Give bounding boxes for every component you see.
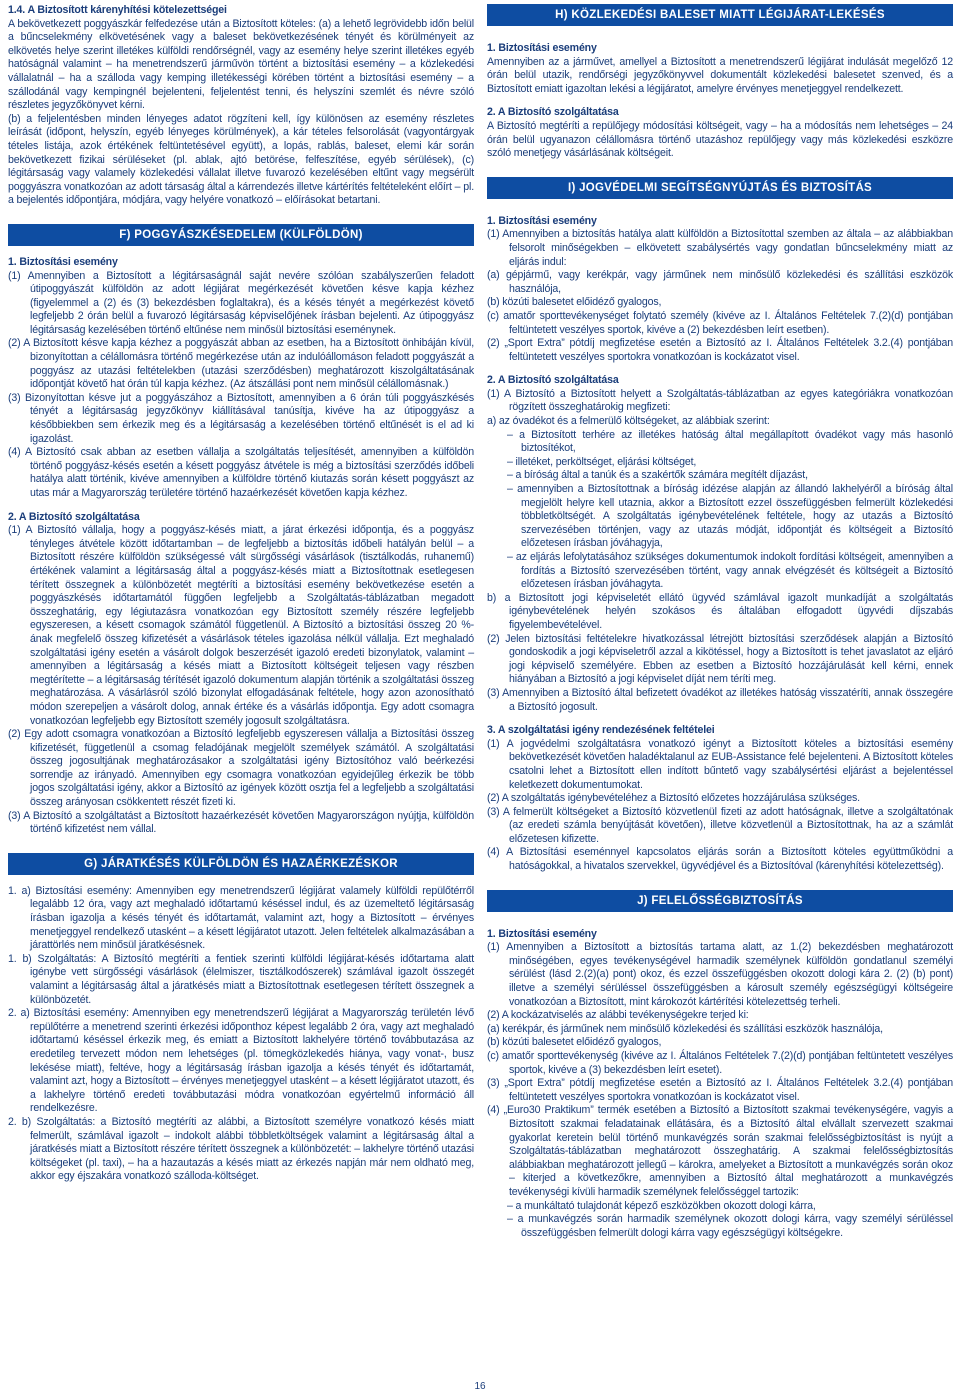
paragraph: (2) A Biztosított késve kapja kézhez a poggyászát abban az esetben, ha a Biztosított önhibáján kívül, bizonyítottan a célállomásra történő megérkezése után az indulóállomáson feladott poggyászát a poggyász az utazási feltételekben (utazási szerződésben) meghatározott kiszolgáltatásának időpontját követő hat órán túl kapja kézhez. (Az átszállási pont nem minősül célállomásnak.) xyxy=(8,337,474,391)
paragraph: (3) Bizonyítottan késve jut a poggyászához a Biztosított, amennyiben a 6 órán túli poggyászkésés tényét a légitársaság jegyzőkönyv kiállításával tanúsítja, kivéve ha az útipoggyász a későbbiekben sem érkezik meg és a légitársaság a kezelésében történő eltűnését is el ad ki igazolást. xyxy=(8,391,474,445)
list-item: – illetéket, perköltséget, eljárási költséget, xyxy=(507,455,697,468)
paragraph: b) a Biztosított jogi képviseletét ellátó ügyvéd számlával igazolt munkadíját a szolgáltatás igénybevételének helyén szokásos és általában elfogadott ügyvédi díjszabás figyelembevételével. xyxy=(487,591,953,631)
subsection-title: 2. A Biztosító szolgáltatása xyxy=(487,106,619,119)
spacer xyxy=(487,96,953,106)
spacer xyxy=(487,714,953,724)
paragraph: (3) „Sport Extra” pótdíj megfizetése esetén a Biztosító az I. Általános Feltételek 3.2.(4) pontjában feltüntetett veszélyes sportokra vonatkozóan is kockázatot visel. xyxy=(487,1077,953,1103)
left-column xyxy=(8,4,474,1184)
paragraph: (c) amatőr sporttevékenységet folytató személy (kivéve az I. Általános Feltételek 7.(2)(d) pontjában feltüntetett veszélyes sportok, kivéve a (2) bekezdésben leírt esetben). xyxy=(487,309,953,336)
section-heading: J) FELELŐSSÉGBIZTOSÍTÁS xyxy=(487,890,953,912)
paragraph: (c) amatőr sporttevékenység (kivéve az I. Általános Feltételek 7.(2)(d) pontjában feltüntetett veszélyes sportok, kivéve a (3) bekezdésben leírt esetet). xyxy=(487,1050,953,1076)
list-item: – a munkavégzés során harmadik személynek okozott dologi kárra, vagy személyi sérüléssel összefüggésben felmerült dologi kárra vagy egészségügyi költségekre. xyxy=(507,1213,953,1239)
subsection-title: 3. A szolgáltatási igény rendezésének feltételei xyxy=(487,724,715,737)
subsection-title: 1. Biztosítási esemény xyxy=(8,255,118,268)
right-column xyxy=(487,4,953,1240)
paragraph: (2) Egy adott csomagra vonatkozóan a Biztosító legfeljebb egyszeresen vállalja a Biztosítási összeg kifizetését, függetlenül a csomag feladójának megjelölt személyek számától. A szolgáltatási összeg jogosultjának meghatározásakor a szolgáltatási igény Biztosítóhoz való beérkezési sorrendje az irányadó. Amennyiben egy csomagra vonatkozóan egyidejűleg érkezik be több jogos szolgáltatási igény, akkor a Biztosító az igények között osztja fel a legfeljebb a szolgáltatási összeg arányosan csökkentett részét fizeti ki. xyxy=(8,728,474,809)
spacer xyxy=(487,912,953,928)
paragraph: (1) A Biztosító a Biztosított helyett a Szolgáltatás-táblázatban az egyes kategóriákra vonatkozóan rögzített összeghatárokig megfizeti: xyxy=(487,387,953,414)
paragraph: (b) közúti balesetet előidéző gyalogos, xyxy=(487,296,662,309)
subsection-title: 1.4. A Biztosított kárenyhítési kötelezettségei xyxy=(8,4,227,16)
section-heading: I) JOGVÉDELMI SEGÍTSÉGNYÚJTÁS ÉS BIZTOSÍTÁS xyxy=(487,177,953,199)
paragraph: Amennyiben az a járművet, amellyel a Biztosított a menetrendszerű légijárat indulását megelőző 12 órán belül utazik, rendőrségi jegyzőkönyvvel dokumentált közlekedési balesetet szenved, és a Biztosított emiatt igazoltan lekési a légijáratot, amelyre érvényes menetjeggyel rendelkezett. xyxy=(487,55,953,95)
paragraph: (b) a feljelentésben minden lényeges adatot rögzíteni kell, így különösen az esemény részletes leírását (időpont, helyszín, egyéb lényeges körülmények), a kár tételes felsorolását (vagyontárgyak tételes listája, azok értékének feltüntetésével együtt), a lopás, rablás, baleset, elemi kár során bekövetkezett fizikai sérüléseket (pl. ablak, ajtó betörése, felfeszítése, egyéb sérülések), (c) légitársaság vagy valamely közlekedési vállalat illetve fuvarozó kezelésében eltűnt vagy megsérült poggyászra vonatkozóan az adott társaság által a kárrendezés illetve kártérítés feltételeként előírt – pl. a bejelentés időpontjára, módjára, vagy helyére vonatkozó – előírásokat betartani. xyxy=(8,112,474,207)
paragraph: 1. a) Biztosítási esemény: Amennyiben egy menetrendszerű légijárat valamely külföldi repülőtérről legalább 12 óra, vagy azt meghaladó időtartamú késéssel indul, és az üzemeltető légitársaság írásban igazolja a késés tényét és időtartamát, valamint azt, hogy a Biztosított – érvényes menetjeggyel rendelkező utasként – a késett légijáratot utazott. Jelen feltételek alkalmazásában a járattörlés nem minősül járatkésésnek. xyxy=(8,884,474,952)
spacer xyxy=(487,161,953,177)
list-item: – a Biztosított terhére az illetékes hatóság által megállapított óvadékot vagy más hasonló biztosítékot, xyxy=(507,428,953,455)
spacer xyxy=(487,199,953,215)
paragraph: (4) A Biztosító csak abban az esetben vállalja a szolgáltatás teljesítését, amennyiben a külföldön történő poggyász-késés esetén a késett poggyász átvétele is még a biztosítási szerződés időbeli hatálya alatt történik, kivéve amennyiben a külföldre történő kiutazás során késett poggyászt az utas már a Magyarország területére történő hazaérkezését követően kapja kézhez. xyxy=(8,446,474,499)
spacer xyxy=(487,26,953,42)
spacer xyxy=(487,364,953,374)
paragraph: 2. a) Biztosítási esemény: Amennyiben egy menetrendszerű légijárat a Magyarország területén lévő repülőtérre a menetrend szerinti érkezési időponthoz képest legalább 2 óra, vagy azt meghaladó időtartamú késéssel érkezik meg, és emiatt a Biztosított lakhelyére történő továbbutazása az eredetileg tervezett módon nem lehetséges (pl. tömegközlekedés hiánya, vagy vonat-, busz lekésése miatt), feltéve, hogy a légitársaság írásban igazolja a késés tényét és időtartamát, valamint azt, hogy a Biztosított – érvényes menetjeggyel utasként – a késett légijáratot utazott, és a lakhelyre történő eredeti továbbutazási módra vonatkozóan egyértelmű információ áll rendelkezésre. xyxy=(8,1007,474,1115)
paragraph: (3) A Biztosító a szolgáltatást a Biztosított hazaérkezését követően Magyarországon nyújtja, külföldön történő kifizetést nem vállal. xyxy=(8,809,474,836)
paragraph: (2) „Sport Extra” pótdíj megfizetése esetén a Biztosító az I. Általános Feltételek 3.2.(4) pontjában feltüntetett veszélyes sportokra vonatkozóan is kockázatot visel. xyxy=(487,337,953,363)
section-heading: H) KÖZLEKEDÉSI BALESET MIATT LÉGIJÁRAT-LEKÉSÉS xyxy=(487,4,953,26)
section-heading: F) POGGYÁSZKÉSEDELEM (KÜLFÖLDÖN) xyxy=(8,224,474,246)
paragraph: (1) Amennyiben a biztosítás hatálya alatt külföldön a Biztosítottal szemben az általa – az alábbiakban felsorolt minőségekben – elkövetett szabálysértés vagy gondatlan bűncselekmény miatt az eljárás indul: xyxy=(487,228,953,268)
paragraph: (1) A Biztosító vállalja, hogy a poggyász-késés miatt, a járat érkezési időpontja, és a poggyász tényleges átvétele között időtartamban – de legfeljebb a biztosítás időbeli hatályán belül – a Biztosított részére külföldön szükségessé vált sürgősségi vásárlások (tisztálkodás, ruhanemű) értékének valamint a légitársaság által a poggyász-késés miatt a Biztosítottnak esetlegesen térített összegnek a különbözetét megtéríti a biztosítási esemény bekövetkezése esetén a poggyászkésés időtartamától függően legfeljebb a Szolgáltatás-táblázatban megadott összeghatárig, egy légiutazásra vonatkozóan egy Biztosított személy részére legfeljebb egyszeresen, a késett csomagok számától függetlenül. A Biztosító a biztosítási összeg 20 %-ának megfelelő összeg kifizetését a vásárlások tételes igazolása nélkül vállalja. Ezt meghaladó szolgáltatási igény esetén a vásárolt dolgok beszerzését igazoló eredeti bizonylatok, valamint – amennyiben a légitársaság a késés miatt a Biztosított költségeit teljesen vagy részben megtérítette – a légitársaság térítését igazoló dokumentum alapján történik a szolgáltatási összeg meghatározása. A vásárlásról szóló bizonylat elfogadásának feltétele, hogy azon azonosítható módon szerepeljen a vásárolt dolog, annak értéke és a vásárlás időpontja. Egy adott csomagra vonatkozóan legfeljebb egy Biztosított személy jogosult szolgáltatásra. xyxy=(8,524,474,727)
list-item: – a bíróság által a tanúk és a szakértők számára megítélt díjazást, xyxy=(507,469,808,482)
paragraph: a) az óvadékot és a felmerülő költségeket, az alábbiak szerint: xyxy=(487,415,770,428)
spacer xyxy=(8,875,474,885)
paragraph: A Biztosító megtéríti a repülőjegy módosítási költségeit, vagy – ha a módosítás nem lehetséges – 24 órán belül ugyanazon célállomásra történő utazáshoz repülőjegy vagy más közlekedési eszközre szóló menetjegy vásárlásának költségeit. xyxy=(487,119,953,160)
spacer xyxy=(8,246,474,256)
paragraph: (b) közúti balesetet előidéző gyalogos, xyxy=(487,1036,662,1049)
spacer xyxy=(487,874,953,890)
paragraph: (1) A jogvédelmi szolgáltatásra vonatkozó igényt a Biztosított köteles a biztosítási esemény bekövetkezését követően haladéktalanul az EUB-Assistance felé bejelenteni. A Biztosított köteles csatolni lehet a Biztosított ellen indított bűntető vagy szabálysértési eljárást a bejelentéssel keletkezett dokumentumokat. xyxy=(487,737,953,791)
section-heading: G) JÁRATKÉSÉS KÜLFÖLDÖN ÉS HAZAÉRKEZÉSKOR xyxy=(8,853,474,875)
spacer xyxy=(8,208,474,224)
paragraph: (3) Amennyiben a Biztosító által befizetett óvadékot az illetékes hatóság visszatéríti, annak összegére a Biztosító jogosult. xyxy=(487,686,953,713)
subsection-title: 1. Biztosítási esemény xyxy=(487,214,597,227)
spacer xyxy=(8,501,474,511)
list-item: – amennyiben a Biztosítottnak a bíróság idézése alapján az állandó lakhelyéről a bíróság által megjelölt helyre kell utaznia, akkor a Biztosított ezzel összefüggésben felmerült közlekedési többletköltségét. A szolgáltatás igénybevételének feltétele, hogy az utazás a Biztosító szervezésében történjen, vagy az utazás módját, időpontját és költségeit a Biztosító előzetesen írásban jóváhagyja, xyxy=(507,483,953,550)
paragraph: 2. b) Szolgáltatás: a Biztosító megtéríti az alábbi, a Biztosított személyre vonatkozó késés miatt felmerült, számlával igazolt – indokolt alábbi többletköltségek valamint a légitársaság által a járatkésés miatt a Biztosított részére térített összegnek a különbözetét: – lakhelyre történő utazási költségeket (pl. taxi), – ha a hazautazás a késés miatt az érkezés napján már nem oldható meg, akkor egy éjszakára vonatkozó szálloda-költséget. xyxy=(8,1115,474,1183)
paragraph: (2) A szolgáltatás igénybevételéhez a Biztosító előzetes hozzájárulása szükséges. xyxy=(487,792,860,805)
page-number: 16 xyxy=(474,1381,486,1392)
paragraph: (2) A kockázatviselés az alábbi tevékenységekre terjed ki: xyxy=(487,1009,749,1022)
paragraph: (3) A felmerült költségeket a Biztosító közvetlenül fizeti az adott hatóságnak, illetve a szolgáltatónak (az eredeti számla benyújtását követően), illetve közvetlenül a Biztosítottnak, ha az a számlát előzetesen kifizette. xyxy=(487,805,953,845)
paragraph: (a) gépjármű, vagy kerékpár, vagy járműnek nem minősülő közlekedési és szállítási eszközök használója, xyxy=(487,269,953,295)
paragraph: (1) Amennyiben a Biztosított a légitársaságnál saját nevére szólóan szabályszerűen feladott útipoggyászát külföldön az adott légijárat megérkezését követően késve kapja kézhez (figyelemmel a (2) és (3) bekezdésben foglaltakra), és a késés tényét a megérkezést követő legfeljebb 2 órán belül a fuvarozó légitársaság képviselőjének írásban bejelenti. Az útipoggyász légitársaság kezelésében történő eltűnése nem minősül biztosítási eseménynek. xyxy=(8,269,474,336)
paragraph: (1) Amennyiben a Biztosított a biztosítás tartama alatt, az 1.(2) bekezdésben meghatározott minőségében, egyes tevékenységével harmadik személynek külföldön gondatlanul személyi sérülést (lásd 2.(2)(a) pont) okoz, és ezzel összefüggésben okozott dologi kára 2. (2) (b) pont) illetve a személyi sérüléssel összefüggésben a károsult személy egészségügyi költségeire vonatkozóan a Biztosított, mint károkozót kártérítési kötelezettség terheli. xyxy=(487,941,953,1008)
paragraph: A bekövetkezett poggyászkár felfedezése után a Biztosított köteles: (a) a lehető legrövidebb időn belül a bűncselekmény elkövetésének vagy a baleset bekövetkezésének tényét és körülményeit az elkövetés helye szerint illetékes külföldi rendőrségnél, vagy az esemény helye szerint illetékes egyéb hatóságnál valamint – ha menetrendszerű járművön történt a biztosítási esemény – a közlekedési vállalatnál – ha a szálloda vagy kemping illetékességi körében történt a biztosítási esemény – a szállodánál vagy kempingnél bejelenteni, feljelentést tenni, és helyszíni szemlét és névre szóló részletes jegyzőkönyvet kérni. xyxy=(8,17,474,112)
paragraph: (2) Jelen biztosítási feltételekre hivatkozással létrejött biztosítási szerződések alapján a Biztosító gondoskodik a jogi képviseletről azzal a kikötéssel, hogy a Biztosított is tehet javaslatot az eljáró jogi képviselő személyére. Ebben az esetben a Biztosító hozzájárulását kell kérni, ennek hiányában a Biztosító a jogi képviselet díját nem téríti meg. xyxy=(487,632,953,686)
paragraph: (a) kerékpár, és járműnek nem minősülő közlekedési és szállítási eszközök használója, xyxy=(487,1022,883,1035)
subsection-title: 2. A Biztosító szolgáltatása xyxy=(8,510,140,523)
subsection-title: 1. Biztosítási esemény xyxy=(487,42,597,54)
paragraph: (4) „Euro30 Praktikum” termék esetében a Biztosító a Biztosított szakmai tevékenységére, vagyis a Biztosított szakmai feladatainak ellátására, és a Biztosító által elvállalt szervezett szakmai gyakorlat keretein belül történő munkavégzés során szakmai felelősségbiztosítást is nyújt a Szolgáltatás-táblázatban meghatározott összeghatárig. A szakmai felelősségbiztosítás alábbiakban meghatározott jellegű – károkra, amelyeket a Biztosított a munkavégzés során okoz – kiterjed a következőkre, amennyiben a Biztosító által meghatározott a munkavégzés tevékenységi kívüli harmadik személynek felelősséggel tartozik: xyxy=(487,1104,953,1198)
subsection-title: 1. Biztosítási esemény xyxy=(487,927,597,940)
paragraph: 1. b) Szolgáltatás: A Biztosító megtéríti a fentiek szerinti külföldi légijárat-késés időtartama alatt igénybe vett sürgősségi vásárlások (élelmiszer, tisztálkodószerek) számlával igazolt összegét valamint a légitársaság által a járatkésés miatt a Biztosítottnak esetlegesen térített összegnek a különbözetét. xyxy=(8,952,474,1006)
list-item: – az eljárás lefolytatásához szükséges dokumentumok indokolt fordítási költségeit, amennyiben a fordítás a Biztosító szervezésében történt, vagy annak elvégzését és költségeit a Biztosító előzetesen írásban jóváhagyta. xyxy=(507,551,953,591)
spacer xyxy=(8,837,474,853)
list-item: – a munkáltató tulajdonát képező eszközökben okozott dologi kárra, xyxy=(507,1199,816,1212)
subsection-title: 2. A Biztosító szolgáltatása xyxy=(487,374,619,387)
paragraph: (4) A Biztosítási eseménnyel kapcsolatos eljárás során a Biztosított köteles együttműködni a hatóságokkal, a hivatalos szervekkel, ügyvédjével és a Biztosítóval (kárenyhítési kötelezettség). xyxy=(487,846,953,873)
